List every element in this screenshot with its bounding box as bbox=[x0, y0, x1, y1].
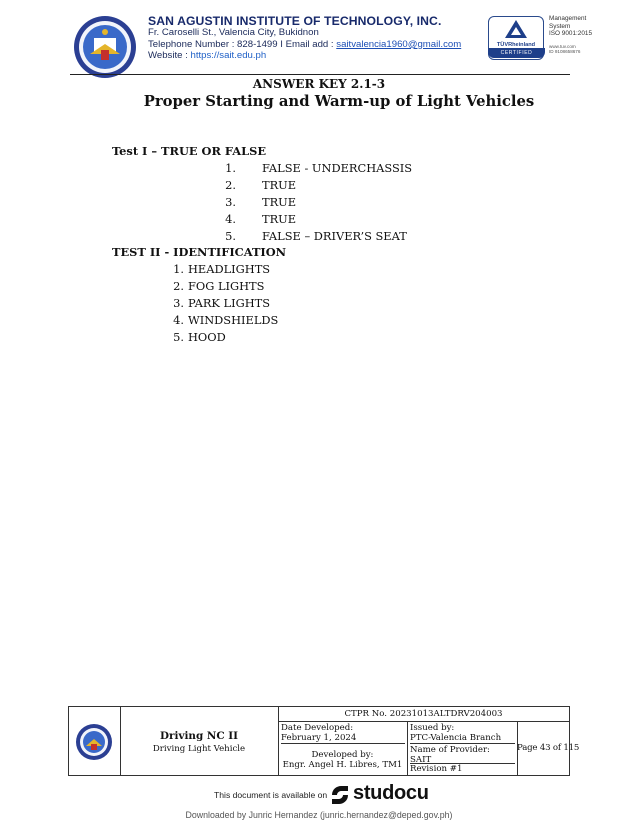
test1-item-number: 1. bbox=[225, 161, 236, 175]
test2-item-answer: PARK LIGHTS bbox=[188, 296, 271, 310]
issued-by-label: Issued by: bbox=[410, 723, 455, 733]
phone-label: Telephone Number : 828-1499 I Email add : bbox=[148, 38, 337, 50]
website-label: Website : bbox=[148, 50, 191, 62]
cert-band: CERTIFIED bbox=[488, 48, 545, 58]
provider-value: SAIT bbox=[410, 755, 432, 765]
test2-item-number: 3. bbox=[173, 296, 184, 310]
website-link[interactable]: https://sait.edu.ph bbox=[190, 50, 267, 62]
cert-small-line-1: www.tuv.com bbox=[549, 43, 576, 49]
email-link[interactable]: saitvalencia1960@gmail.com bbox=[336, 38, 462, 50]
test2-item-number: 2. bbox=[173, 279, 184, 293]
test2-heading: TEST II - IDENTIFICATION bbox=[112, 245, 287, 259]
cert-brand-text: TÜVRheinland bbox=[496, 42, 536, 48]
test1-item-answer: TRUE bbox=[262, 178, 297, 192]
test1-item-number: 5. bbox=[225, 229, 236, 243]
test2-item-answer: HOOD bbox=[188, 330, 226, 344]
studocu-logo-icon bbox=[329, 784, 351, 806]
test2-item-number: 1. bbox=[173, 262, 184, 276]
revision-number: Revision #1 bbox=[410, 764, 463, 774]
studocu-brand: studocu bbox=[353, 782, 429, 804]
available-on-text: This document is available on bbox=[214, 790, 328, 800]
provider-label: Name of Provider: bbox=[410, 745, 490, 755]
letterhead-text bbox=[148, 16, 488, 62]
test1-item-number: 2. bbox=[225, 178, 236, 192]
test2-item-answer: HEADLIGHTS bbox=[188, 262, 271, 276]
footer-course-cell bbox=[120, 707, 279, 775]
date-developed-value: February 1, 2024 bbox=[281, 733, 357, 743]
cert-side-text bbox=[549, 15, 619, 54]
test1-item-answer: TRUE bbox=[262, 195, 297, 209]
test1-item-answer: TRUE bbox=[262, 212, 297, 226]
cert-small-line-2: ID 9108658676 bbox=[549, 48, 581, 54]
footer-logo-cell bbox=[69, 707, 121, 775]
issued-by-block bbox=[410, 723, 515, 744]
developed-by-block bbox=[278, 750, 407, 770]
footer-date-cell bbox=[278, 721, 408, 775]
institution-name: SAN AGUSTIN INSTITUTE OF TECHNOLOGY, INC. bbox=[148, 14, 442, 28]
page-number: Page 43 of 115 bbox=[517, 743, 580, 753]
test2-item-answer: WINDSHIELDS bbox=[188, 313, 279, 327]
institution-address: Fr. Caroselli St., Valencia City, Bukidnon bbox=[148, 27, 319, 39]
test1-item-number: 4. bbox=[225, 212, 236, 226]
contact-line bbox=[148, 39, 488, 50]
date-developed-block bbox=[281, 723, 405, 744]
test1-item-answer: FALSE - UNDERCHASSIS bbox=[262, 161, 413, 175]
provider-block bbox=[410, 745, 515, 764]
header-divider bbox=[70, 74, 570, 75]
ctpr-number: CTPR No. 20231013ALTDRV204003 bbox=[278, 707, 569, 722]
answer-key-title: ANSWER KEY 2.1-3 bbox=[252, 77, 386, 91]
website-line bbox=[148, 50, 488, 61]
test1-item-answer: FALSE – DRIVER’S SEAT bbox=[262, 229, 407, 243]
download-note: Downloaded by Junric Hernandez (junric.hernandez@deped.gov.ph) bbox=[185, 810, 453, 820]
footer-seal-logo bbox=[75, 723, 113, 761]
studocu-banner[interactable] bbox=[0, 781, 638, 809]
cert-side-line-3: ISO 9001:2015 bbox=[549, 30, 592, 38]
developed-by-label: Developed by: bbox=[311, 750, 374, 760]
developed-by-value: Engr. Angel H. Libres, TM1 bbox=[282, 760, 403, 770]
school-seal-logo bbox=[72, 14, 138, 80]
test1-heading: Test I – TRUE OR FALSE bbox=[112, 144, 267, 158]
document-footer-table bbox=[68, 706, 580, 776]
course-title: Driving NC II bbox=[160, 730, 238, 742]
course-subtitle: Driving Light Vehicle bbox=[152, 744, 246, 754]
test2-item-number: 4. bbox=[173, 313, 184, 327]
issued-by-value: PTC-Valencia Branch bbox=[410, 733, 502, 743]
test1-item-number: 3. bbox=[225, 195, 236, 209]
cert-side-line-1: Management bbox=[549, 15, 587, 22]
footer-issuer-cell bbox=[407, 721, 518, 775]
answer-key-subtitle: Proper Starting and Warm-up of Light Vehicles bbox=[143, 93, 535, 110]
date-developed-label: Date Developed: bbox=[281, 723, 354, 733]
test2-item-answer: FOG LIGHTS bbox=[188, 279, 265, 293]
cert-side-line-2: System bbox=[549, 22, 571, 30]
test2-item-number: 5. bbox=[173, 330, 184, 344]
